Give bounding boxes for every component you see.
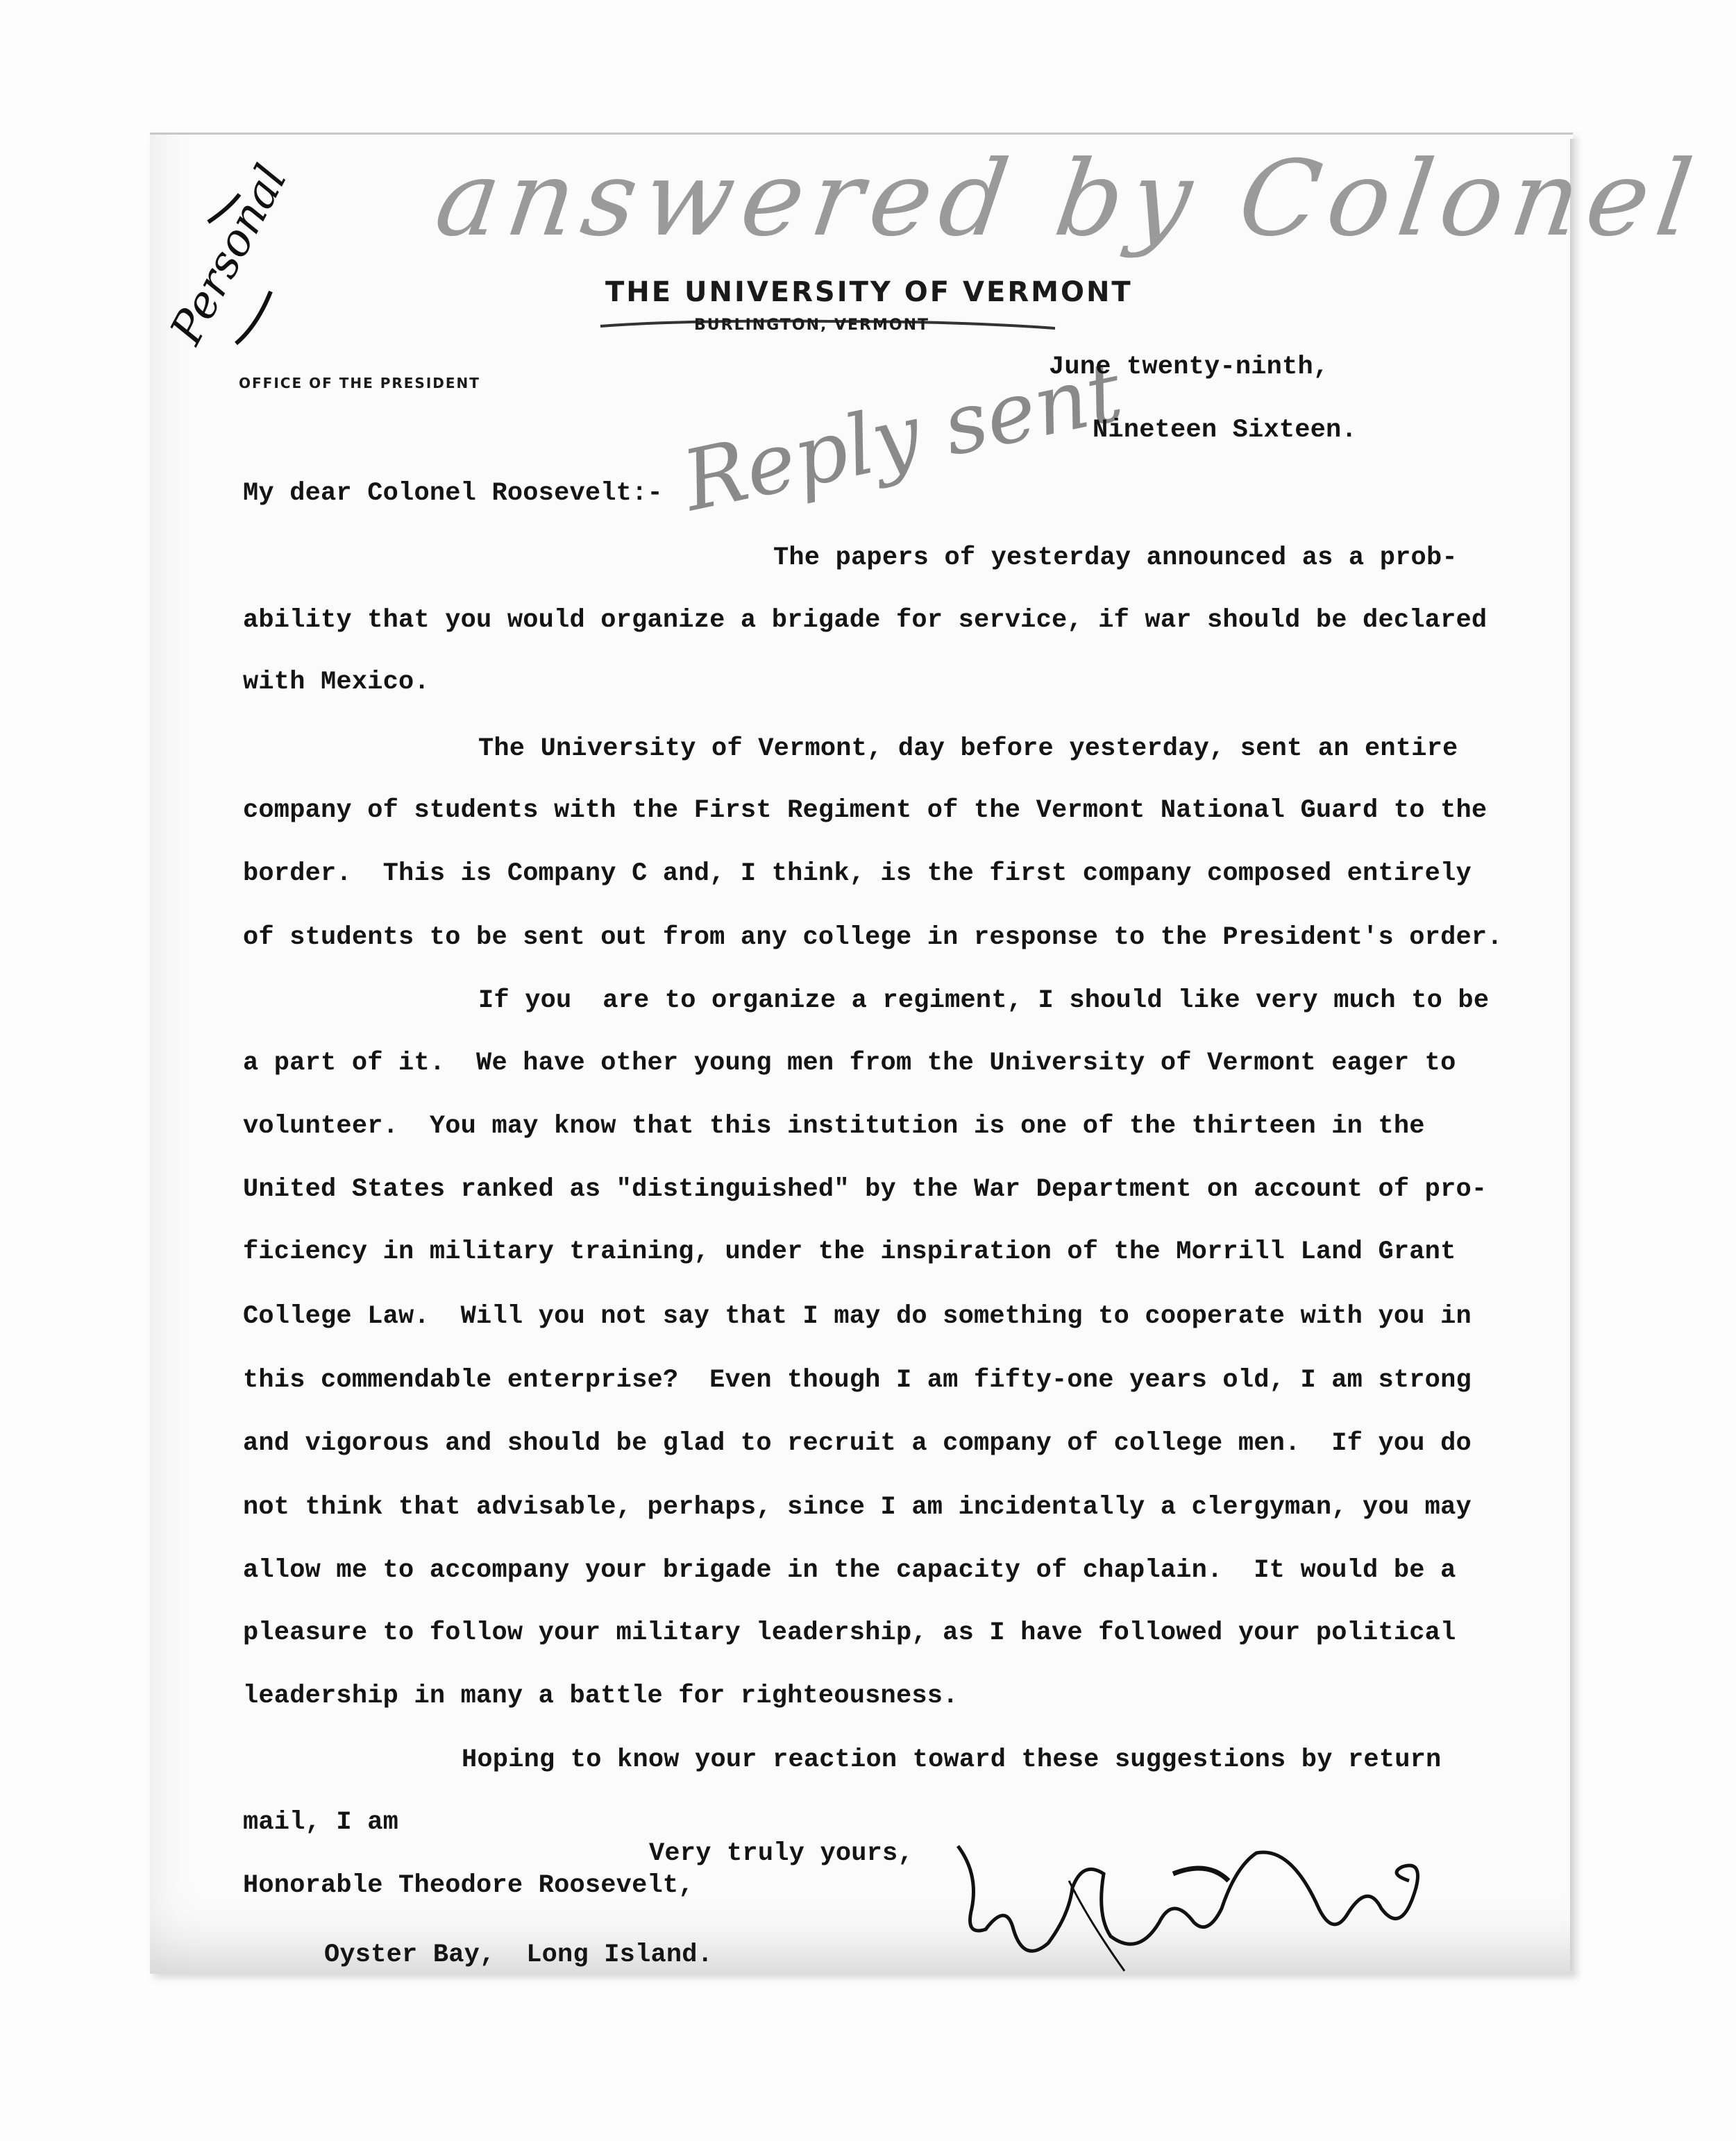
- letterhead-office: OFFICE OF THE PRESIDENT: [239, 375, 480, 391]
- body-line: United States ranked as "distinguished" by the War Department on account of pro-: [243, 1175, 1488, 1204]
- body-line: ability that you would organize a brigade for service, if war should be declared: [243, 606, 1488, 635]
- recipient-name: Honorable Theodore Roosevelt,: [243, 1871, 694, 1900]
- handwritten-note-reply: Reply sent: [675, 343, 1131, 531]
- body-line: If you are to organize a regiment, I should like very much to be: [478, 986, 1490, 1015]
- letterhead-institution: THE UNIVERSITY OF VERMONT: [605, 276, 1133, 308]
- letterhead-location: BURLINGTON, VERMONT: [694, 316, 930, 334]
- signature: [930, 1832, 1430, 1971]
- body-line: of students to be sent out from any college in response to the President's order.: [243, 923, 1503, 952]
- body-line: allow me to accompany your brigade in the capacity of chaplain. It would be a: [243, 1556, 1456, 1585]
- date-line-1: June twenty-ninth,: [1049, 353, 1329, 382]
- body-line: border. This is Company C and, I think, is the first company composed entirely: [243, 859, 1472, 888]
- body-line: volunteer. You may know that this institution is one of the thirteen in the: [243, 1112, 1425, 1141]
- body-line: a part of it. We have other young men from the University of Vermont eager to: [243, 1049, 1456, 1078]
- paper-edge: [1570, 139, 1577, 1971]
- body-line: mail, I am: [243, 1808, 399, 1837]
- body-line: ficiency in military training, under the inspiration of the Morrill Land Grant: [243, 1237, 1456, 1267]
- salutation: My dear Colonel Roosevelt:-: [243, 479, 663, 508]
- body-line: with Mexico.: [243, 668, 430, 697]
- handwritten-note-personal: Personal: [160, 157, 298, 353]
- body-line: leadership in many a battle for righteousness.: [243, 1682, 959, 1711]
- body-line: Hoping to know your reaction toward these suggestions by return: [462, 1745, 1442, 1775]
- date-line-2: Nineteen Sixteen.: [1093, 416, 1357, 445]
- recipient-address: Oyster Bay, Long Island.: [324, 1940, 714, 1970]
- body-line: not think that advisable, perhaps, since I am incidentally a clergyman, you may: [243, 1493, 1472, 1522]
- body-line: company of students with the First Regiment of the Vermont National Guard to the: [243, 796, 1488, 825]
- body-line: pleasure to follow your military leadership, as I have followed your political: [243, 1618, 1456, 1648]
- body-line: The papers of yesterday announced as a prob-: [773, 543, 1458, 573]
- body-line: College Law. Will you not say that I may do something to cooperate with you in: [243, 1302, 1472, 1331]
- handwritten-note-answered: answered by Colonel: [428, 139, 1708, 260]
- body-line: The University of Vermont, day before yesterday, sent an entire: [478, 734, 1458, 763]
- body-line: and vigorous and should be glad to recruit a company of college men. If you do: [243, 1429, 1472, 1458]
- closing: Very truly yours,: [649, 1839, 913, 1868]
- body-line: this commendable enterprise? Even though I am fifty-one years old, I am strong: [243, 1366, 1472, 1395]
- personal-mark-strokes: [160, 187, 333, 347]
